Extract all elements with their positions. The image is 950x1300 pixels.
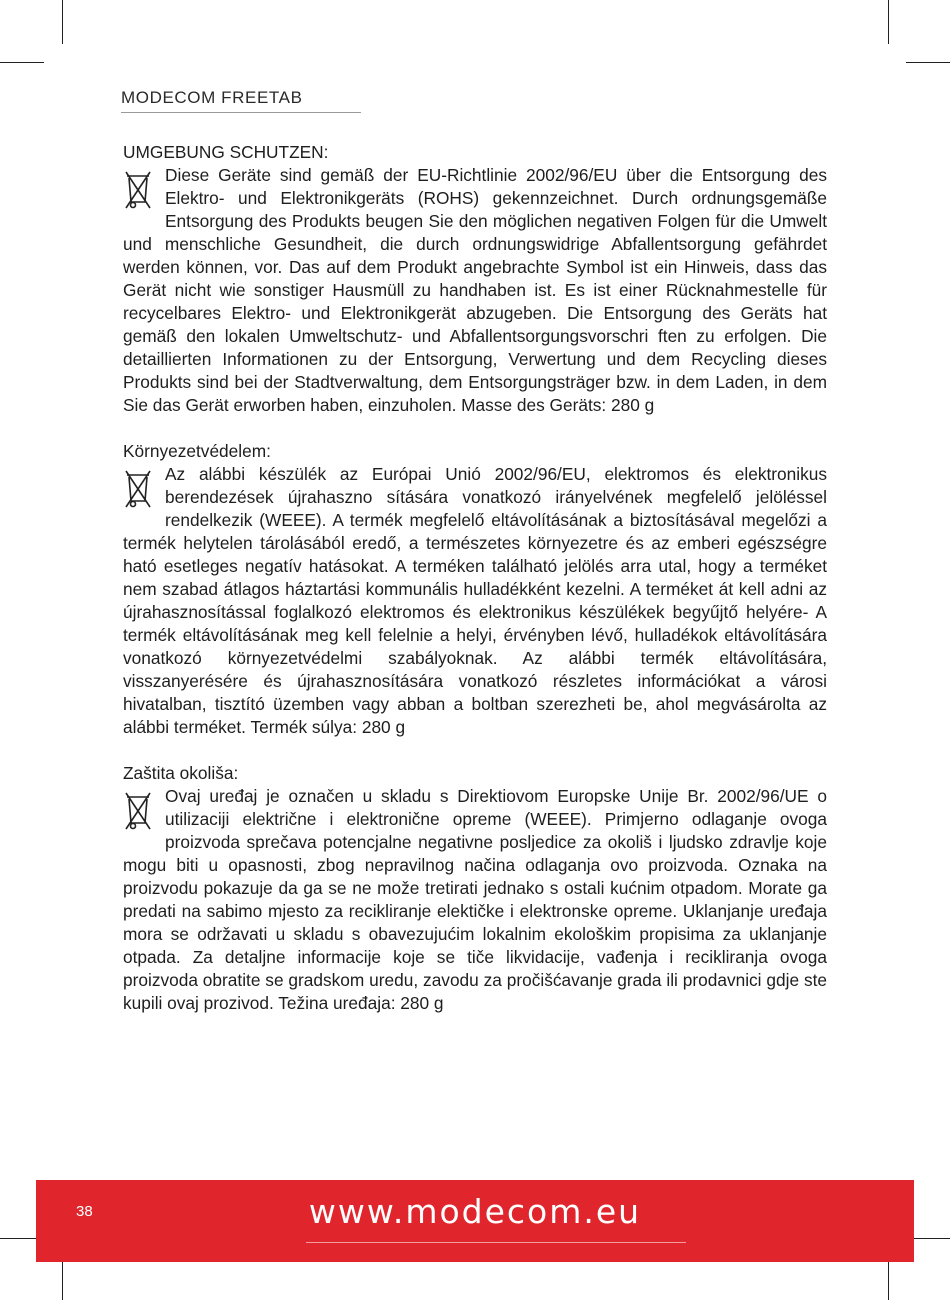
page-number: 38 bbox=[76, 1203, 93, 1220]
section-title: Környezetvédelem: bbox=[123, 441, 271, 461]
website-url: www.modecom.eu bbox=[308, 1192, 642, 1231]
footer-divider bbox=[306, 1242, 686, 1243]
section-german bbox=[123, 141, 827, 417]
crossed-out-wheelie-bin-icon bbox=[123, 789, 153, 835]
section-body bbox=[123, 785, 827, 1015]
crop-mark bbox=[62, 0, 63, 44]
crop-mark bbox=[888, 0, 889, 44]
crop-mark bbox=[906, 62, 950, 63]
crossed-out-wheelie-bin-icon bbox=[123, 467, 153, 513]
section-title: UMGEBUNG SCHUTZEN: bbox=[123, 142, 329, 162]
crossed-out-wheelie-bin-icon bbox=[123, 168, 153, 214]
section-croatian bbox=[123, 762, 827, 1015]
crop-mark bbox=[62, 1258, 63, 1300]
page-header-title: MODECOM FREETAB bbox=[121, 88, 303, 107]
section-body bbox=[123, 463, 827, 739]
section-text: Ovaj uređaj je označen u skladu s Direktiovom Europske Unije Br. 2002/96/UE o utilizaciji električne i elektronične opreme (WEEE). Primjerno odlaganje ovoga proizvoda sprečava potencjalne negativne posljedice za okoliš i ljudsko zdravlje koje mogu biti u opasnosti, zbog nepravilnog načina odlaganja ovo proizvoda. Oznaka na proizvodu pokazuje da ga se ne može tretirati jednako s ostali kućnim otpadom. Morate ga predati na sabimo mjesto za recikliranje elektičke i elektronske opreme. Uklanjanje uređaja mora se održavati u skladu s obavezujućim lokalnim ekološkim propisima za uklanjanje otpada. Za detaljne informacije koje se tiče likvidacije, vađenja i recikliranja ovoga proizvoda obratite se gradskom uredu, zavodu za pročišćavanje grada ili prodavnici gdje ste kupili ovaj prozivod. Težina uređaja: 280 g bbox=[123, 786, 827, 1013]
crop-mark bbox=[0, 62, 44, 63]
header-divider bbox=[121, 112, 361, 113]
section-text: Diese Geräte sind gemäß der EU-Richtlinie 2002/96/EU über die Entsorgung des Elektro- und Elektronikgeräts (ROHS) gekennzeichnet. Durch ordnungsgemäße Entsorgung des Produkts beugen Sie den möglichen negativen Folgen für die Umwelt und menschliche Gesundheit, die durch ordnungswidrige Abfallentsorgung gefährdet werden können, vor. Das auf dem Produkt angebrachte Symbol ist ein Hinweis, dass das Gerät nicht wie sonstiger Hausmüll zu handhaben ist. Es ist einer Rücknahmestelle für recycelbares Elektro- und Elektronikgerät abzugeben. Die Entsorgung des Geräts hat gemäß den lokalen Umweltschutz- und Abfallentsorgungsvorschri ften zu erfolgen. Die detaillierten Informationen zu der Entsorgung, Verwertung und dem Recycling dieses Produkts sind bei der Stadtverwaltung, dem Entsorgungsträger bzw. in dem Laden, in dem Sie das Gerät erworben haben, einzuholen. Masse des Geräts: 280 g bbox=[123, 165, 827, 415]
section-title: Zaštita okoliša: bbox=[123, 763, 239, 783]
page-content bbox=[123, 141, 827, 1038]
section-hungarian bbox=[123, 440, 827, 739]
section-text: Az alábbi készülék az Európai Unió 2002/96/EU, elektromos és elektronikus berendezések újrahaszno sítására vonatkozó irányelvének megfelelő jelöléssel rendelkezik (WEEE). A termék megfelelő eltávolításának a biztosításával megelőzi a termék helytelen tárolásából eredő, a természetes környezetre és az emberi egészségre ható esetleges negatív hatásokat. A terméken található jelölés arra utal, hogy a terméket nem szabad átlagos háztartási kommunális hulladékként kezelni. A terméket át kell adni az újrahasznosítással foglalkozó elektromos és elektronikus készülékek begyűjtő helyére- A termék eltávolításának meg kell felelnie a helyi, érvényben lévő, hulladékok eltávolítására vonatkozó környezetvédelmi szabályoknak. Az alábbi termék eltávolítására, visszanyerésére és újrahasznosítására vonatkozó részletes információkat a városi hivatalban, tisztító üzemben vagy abban a boltban szerezheti be, ahol megvásárolta az alábbi terméket. Termék súlya: 280 g bbox=[123, 464, 827, 737]
section-body bbox=[123, 164, 827, 417]
page-footer bbox=[36, 1180, 914, 1262]
crop-mark bbox=[888, 1258, 889, 1300]
